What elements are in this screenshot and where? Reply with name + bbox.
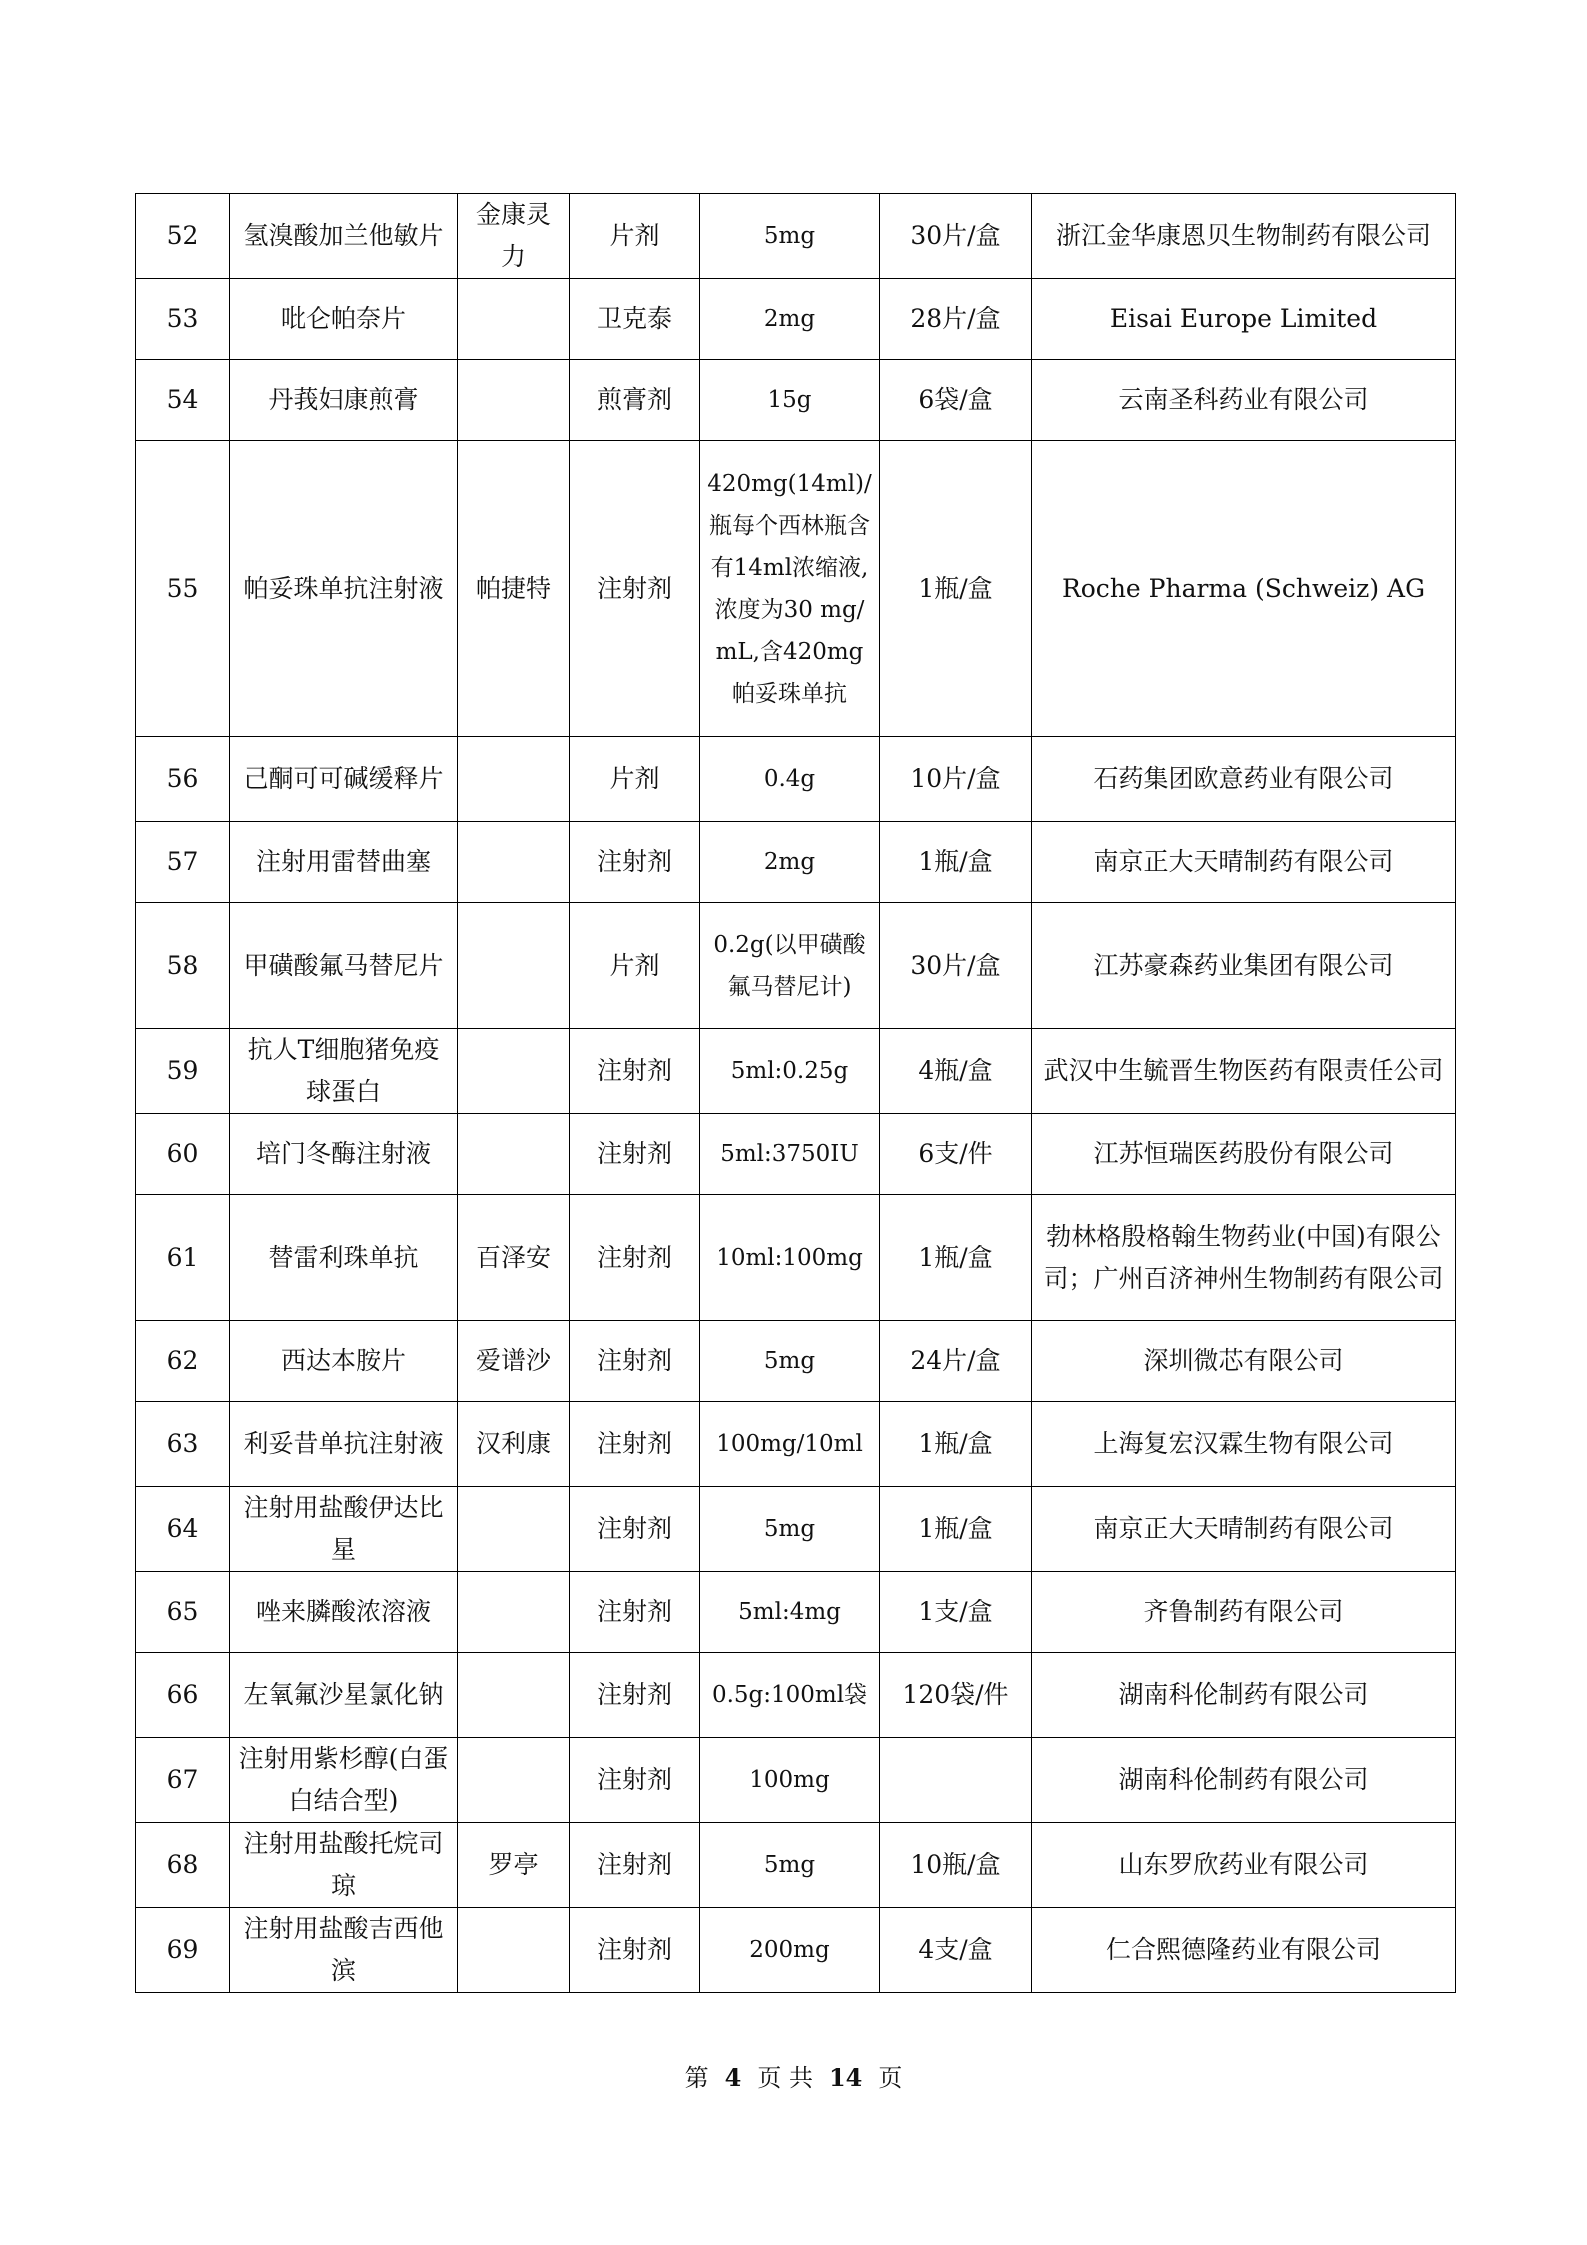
cell-number: 62 (136, 1321, 230, 1402)
cell-drug-name: 替雷利珠单抗 (230, 1195, 458, 1321)
cell-manufacturer: 南京正大天晴制药有限公司 (1032, 1487, 1456, 1572)
cell-specification: 200mg (700, 1908, 880, 1993)
cell-brand-name: 金康灵力 (458, 194, 570, 279)
cell-brand-name (458, 360, 570, 441)
cell-number: 67 (136, 1738, 230, 1823)
footer-suffix: 页 (878, 2064, 903, 2092)
cell-brand-name (458, 822, 570, 903)
cell-number: 55 (136, 441, 230, 737)
table-row (136, 360, 1456, 441)
cell-number: 65 (136, 1572, 230, 1653)
cell-drug-name: 帕妥珠单抗注射液 (230, 441, 458, 737)
cell-manufacturer: 江苏恒瑞医药股份有限公司 (1032, 1114, 1456, 1195)
cell-dosage-form: 注射剂 (570, 822, 700, 903)
table-row (136, 1195, 1456, 1321)
cell-manufacturer: Roche Pharma (Schweiz) AG (1032, 441, 1456, 737)
cell-drug-name: 培门冬酶注射液 (230, 1114, 458, 1195)
cell-dosage-form: 注射剂 (570, 1738, 700, 1823)
cell-specification: 2mg (700, 822, 880, 903)
cell-specification: 5mg (700, 194, 880, 279)
cell-package: 24片/盒 (880, 1321, 1032, 1402)
cell-specification: 10ml:100mg (700, 1195, 880, 1321)
cell-number: 68 (136, 1823, 230, 1908)
cell-package: 10瓶/盒 (880, 1823, 1032, 1908)
cell-number: 69 (136, 1908, 230, 1993)
cell-package: 1瓶/盒 (880, 1487, 1032, 1572)
cell-specification: 5ml:3750IU (700, 1114, 880, 1195)
cell-dosage-form: 片剂 (570, 903, 700, 1029)
table-row (136, 194, 1456, 279)
cell-manufacturer: 齐鲁制药有限公司 (1032, 1572, 1456, 1653)
cell-package: 1瓶/盒 (880, 1402, 1032, 1487)
cell-manufacturer: 云南圣科药业有限公司 (1032, 360, 1456, 441)
cell-specification: 5mg (700, 1321, 880, 1402)
cell-dosage-form: 注射剂 (570, 1572, 700, 1653)
cell-package: 1瓶/盒 (880, 441, 1032, 737)
cell-manufacturer: 江苏豪森药业集团有限公司 (1032, 903, 1456, 1029)
cell-specification: 0.5g:100ml袋 (700, 1653, 880, 1738)
cell-package: 10片/盒 (880, 737, 1032, 822)
cell-manufacturer: 湖南科伦制药有限公司 (1032, 1738, 1456, 1823)
cell-specification: 5mg (700, 1823, 880, 1908)
table-row (136, 279, 1456, 360)
cell-drug-name: 注射用盐酸托烷司琼 (230, 1823, 458, 1908)
cell-drug-name: 西达本胺片 (230, 1321, 458, 1402)
cell-brand-name: 罗亭 (458, 1823, 570, 1908)
cell-number: 64 (136, 1487, 230, 1572)
cell-manufacturer: 上海复宏汉霖生物有限公司 (1032, 1402, 1456, 1487)
cell-number: 54 (136, 360, 230, 441)
cell-package: 30片/盒 (880, 903, 1032, 1029)
cell-specification: 15g (700, 360, 880, 441)
cell-manufacturer: 武汉中生毓晋生物医药有限责任公司 (1032, 1029, 1456, 1114)
page-footer (0, 2058, 1587, 2093)
cell-manufacturer: 浙江金华康恩贝生物制药有限公司 (1032, 194, 1456, 279)
cell-package: 6袋/盒 (880, 360, 1032, 441)
cell-dosage-form: 煎膏剂 (570, 360, 700, 441)
cell-package: 4支/盒 (880, 1908, 1032, 1993)
table-row (136, 1908, 1456, 1993)
cell-brand-name (458, 903, 570, 1029)
cell-drug-name: 丹莪妇康煎膏 (230, 360, 458, 441)
cell-drug-name: 氢溴酸加兰他敏片 (230, 194, 458, 279)
cell-specification: 0.2g(以甲磺酸氟马替尼计) (700, 903, 880, 1029)
cell-specification: 2mg (700, 279, 880, 360)
cell-brand-name (458, 737, 570, 822)
cell-drug-name: 注射用盐酸吉西他滨 (230, 1908, 458, 1993)
cell-package: 120袋/件 (880, 1653, 1032, 1738)
cell-drug-name: 吡仑帕奈片 (230, 279, 458, 360)
cell-drug-name: 抗人T细胞猪免疫球蛋白 (230, 1029, 458, 1114)
cell-package: 28片/盒 (880, 279, 1032, 360)
footer-page-number: 4 (724, 2063, 742, 2092)
cell-dosage-form: 注射剂 (570, 1908, 700, 1993)
cell-number: 56 (136, 737, 230, 822)
cell-number: 66 (136, 1653, 230, 1738)
footer-total-pages: 14 (828, 2063, 863, 2092)
cell-brand-name (458, 1487, 570, 1572)
cell-drug-name: 唑来膦酸浓溶液 (230, 1572, 458, 1653)
cell-drug-name: 利妥昔单抗注射液 (230, 1402, 458, 1487)
cell-manufacturer: 山东罗欣药业有限公司 (1032, 1823, 1456, 1908)
cell-dosage-form: 注射剂 (570, 1321, 700, 1402)
cell-specification: 5mg (700, 1487, 880, 1572)
cell-brand-name: 百泽安 (458, 1195, 570, 1321)
cell-dosage-form: 注射剂 (570, 1114, 700, 1195)
cell-drug-name: 甲磺酸氟马替尼片 (230, 903, 458, 1029)
table-row (136, 903, 1456, 1029)
cell-number: 63 (136, 1402, 230, 1487)
cell-drug-name: 左氧氟沙星氯化钠 (230, 1653, 458, 1738)
cell-manufacturer: 勃林格殷格翰生物药业(中国)有限公司；广州百济神州生物制药有限公司 (1032, 1195, 1456, 1321)
cell-specification: 420mg(14ml)/瓶每个西林瓶含有14ml浓缩液,浓度为30 mg/mL,含420mg帕妥珠单抗 (700, 441, 880, 737)
cell-specification: 5ml:4mg (700, 1572, 880, 1653)
table-row (136, 1114, 1456, 1195)
cell-dosage-form: 注射剂 (570, 1195, 700, 1321)
drug-table-body (136, 194, 1456, 1993)
table-row (136, 441, 1456, 737)
cell-manufacturer: 湖南科伦制药有限公司 (1032, 1653, 1456, 1738)
table-row (136, 1738, 1456, 1823)
cell-package: 4瓶/盒 (880, 1029, 1032, 1114)
table-row (136, 1823, 1456, 1908)
cell-manufacturer: 深圳微芯有限公司 (1032, 1321, 1456, 1402)
table-row (136, 1487, 1456, 1572)
cell-dosage-form: 注射剂 (570, 1653, 700, 1738)
cell-brand-name: 帕捷特 (458, 441, 570, 737)
cell-brand-name (458, 1029, 570, 1114)
table-row (136, 1572, 1456, 1653)
cell-number: 58 (136, 903, 230, 1029)
cell-package: 1瓶/盒 (880, 822, 1032, 903)
cell-dosage-form: 卫克泰 (570, 279, 700, 360)
cell-package (880, 1738, 1032, 1823)
cell-brand-name: 汉利康 (458, 1402, 570, 1487)
cell-manufacturer: 南京正大天晴制药有限公司 (1032, 822, 1456, 903)
cell-specification: 100mg (700, 1738, 880, 1823)
cell-brand-name (458, 1572, 570, 1653)
cell-dosage-form: 注射剂 (570, 1487, 700, 1572)
cell-manufacturer: Eisai Europe Limited (1032, 279, 1456, 360)
cell-specification: 0.4g (700, 737, 880, 822)
cell-manufacturer: 石药集团欧意药业有限公司 (1032, 737, 1456, 822)
cell-number: 59 (136, 1029, 230, 1114)
cell-dosage-form: 片剂 (570, 194, 700, 279)
cell-number: 53 (136, 279, 230, 360)
cell-package: 1瓶/盒 (880, 1195, 1032, 1321)
cell-manufacturer: 仁合熙德隆药业有限公司 (1032, 1908, 1456, 1993)
table-row (136, 1029, 1456, 1114)
cell-dosage-form: 片剂 (570, 737, 700, 822)
cell-dosage-form: 注射剂 (570, 1823, 700, 1908)
cell-specification: 5ml:0.25g (700, 1029, 880, 1114)
cell-drug-name: 注射用紫杉醇(白蛋白结合型) (230, 1738, 458, 1823)
table-row (136, 1653, 1456, 1738)
cell-number: 52 (136, 194, 230, 279)
cell-drug-name: 注射用雷替曲塞 (230, 822, 458, 903)
cell-number: 61 (136, 1195, 230, 1321)
table-row (136, 1321, 1456, 1402)
cell-drug-name: 注射用盐酸伊达比星 (230, 1487, 458, 1572)
cell-dosage-form: 注射剂 (570, 1402, 700, 1487)
cell-package: 30片/盒 (880, 194, 1032, 279)
footer-prefix: 第 (684, 2064, 709, 2092)
cell-brand-name (458, 1908, 570, 1993)
cell-number: 60 (136, 1114, 230, 1195)
cell-brand-name (458, 279, 570, 360)
drug-table (135, 193, 1456, 1993)
cell-package: 1支/盒 (880, 1572, 1032, 1653)
cell-brand-name (458, 1738, 570, 1823)
table-row (136, 737, 1456, 822)
cell-package: 6支/件 (880, 1114, 1032, 1195)
table-row (136, 822, 1456, 903)
cell-specification: 100mg/10ml (700, 1402, 880, 1487)
cell-brand-name (458, 1653, 570, 1738)
cell-dosage-form: 注射剂 (570, 1029, 700, 1114)
table-row (136, 1402, 1456, 1487)
cell-brand-name: 爱谱沙 (458, 1321, 570, 1402)
cell-drug-name: 己酮可可碱缓释片 (230, 737, 458, 822)
footer-middle: 页 共 (757, 2064, 813, 2092)
cell-brand-name (458, 1114, 570, 1195)
cell-dosage-form: 注射剂 (570, 441, 700, 737)
cell-number: 57 (136, 822, 230, 903)
